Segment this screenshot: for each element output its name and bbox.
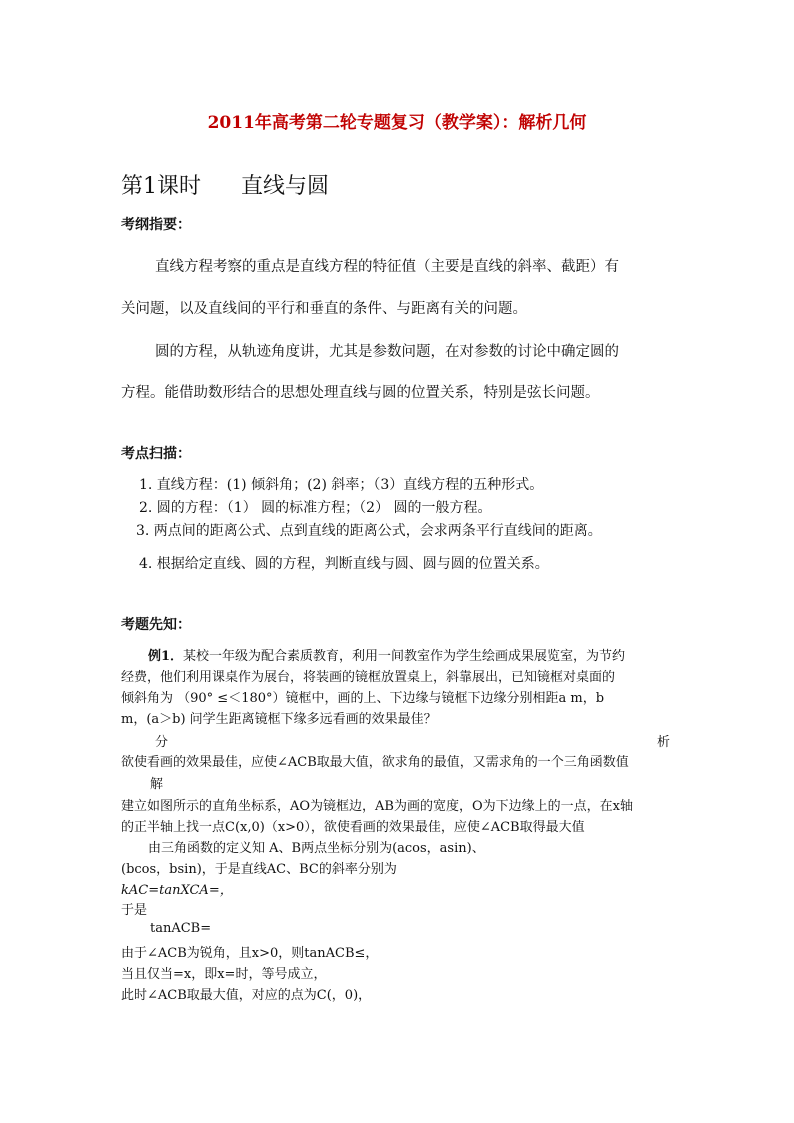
solution-line-9: 当且仅当=x，即x=时，等号成立， (121, 967, 327, 982)
scan-heading: 考点扫描： (121, 446, 191, 462)
outline-para1-line2: 关问题，以及直线间的平行和垂直的条件、与距离有关的问题。 (121, 301, 527, 317)
analysis-label-left: 分 (155, 735, 169, 750)
scan-item-4: 4. 根据给定直线、圆的方程，判断直线与圆、圆与圆的位置关系。 (139, 556, 549, 572)
solution-line-8: 由于∠ACB为锐角，且x>0，则tanACB≤， (121, 946, 379, 961)
document-title: 2011年高考第二轮专题复习（教学案）：解析几何 (207, 113, 587, 133)
solution-line-3: 由三角函数的定义知 A、B两点坐标分别为(acos，asin)、 (148, 841, 485, 856)
scan-item-3: 3. 两点间的距离公式、点到直线的距离公式，会求两条平行直线间的距离。 (136, 523, 602, 539)
lesson-heading (121, 169, 329, 200)
outline-para2-line2: 方程。能借助数形结合的思想处理直线与圆的位置关系，特别是弦长问题。 (121, 385, 600, 401)
lesson-number: 第1课时 (121, 174, 201, 199)
example-line-1: 例1．某校一年级为配合素质教育，利用一间教室作为学生绘画成果展览室，为节约 (148, 649, 626, 664)
outline-para1-line1: 直线方程考察的重点是直线方程的特征值（主要是直线的斜率、截距）有 (155, 259, 619, 275)
example-line-3: 倾斜角为 （90° ≤＜180°）镜框中，画的上、下边缘与镜框下边缘分别相距a m，b (121, 691, 605, 706)
solution-label: 解 (150, 777, 164, 792)
outline-para2-line1: 圆的方程，从轨迹角度讲，尤其是参数问题，在对参数的讨论中确定圆的 (155, 344, 619, 360)
solution-line-1: 建立如图所示的直角坐标系，AO为镜框边，AB为画的宽度，O为下边缘上的一点，在x轴 (121, 799, 633, 814)
scan-item-1: 1. 直线方程：(1) 倾斜角；(2) 斜率；（3）直线方程的五种形式。 (139, 477, 544, 493)
lesson-topic: 直线与圆 (241, 174, 330, 199)
solution-line-7: tanACB= (150, 921, 212, 936)
example-line-2: 经费，他们利用课桌作为展台，将装画的镜框放置桌上，斜靠展出，已知镜框对桌面的 (121, 670, 616, 685)
analysis-label-right: 析 (657, 735, 671, 750)
analysis-line: 欲使看画的效果最佳，应使∠ACB取最大值，欲求角的最值，又需求角的一个三角函数值 (121, 755, 629, 770)
outline-heading: 考纲指要： (121, 217, 191, 233)
solution-line-5: kAC=tanXCA=， (121, 883, 233, 898)
example-label: 例1． (148, 649, 184, 664)
solution-line-10: 此时∠ACB取最大值，对应的点为C(，0)， (121, 988, 372, 1003)
solution-line-2: 的正半轴上找一点C(x,0)（x>0），欲使看画的效果最佳，应使∠ACB取得最大值 (121, 820, 585, 835)
solution-line-4: (bcos，bsin)，于是直线AC、BC的斜率分别为 (121, 862, 397, 877)
example-line-4: m，(a＞b) 问学生距离镜框下缘多远看画的效果最佳？ (121, 712, 437, 727)
scan-item-2: 2. 圆的方程：（1） 圆的标准方程；（2） 圆的一般方程。 (139, 500, 492, 516)
preview-heading: 考题先知： (121, 617, 191, 633)
solution-line-6: 于是 (121, 903, 148, 918)
